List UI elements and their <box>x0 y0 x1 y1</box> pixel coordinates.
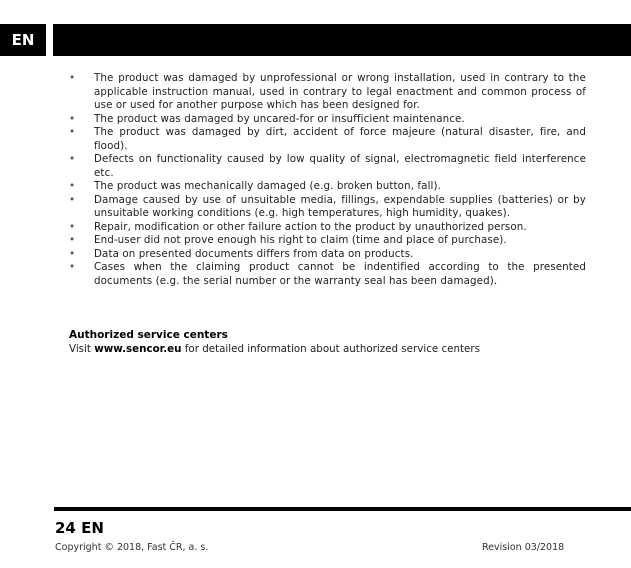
footer-rule <box>54 507 631 511</box>
bullet-icon: • <box>69 247 76 260</box>
bullet-icon: • <box>69 112 76 125</box>
list-item: • The product was damaged by uncared-for or insufficient maintenance. <box>69 112 465 125</box>
bullet-icon: • <box>69 72 76 84</box>
language-tag: EN <box>11 31 35 49</box>
bullet-icon: • <box>69 261 76 273</box>
list-item: • Cases when the claiming product cannot be indentified according to the presented documents (e.g. the serial number or the warranty seal has been damaged). <box>69 261 586 287</box>
list-item: • The product was damaged by dirt, accident of force majeure (natural disaster, fire, and flood). <box>69 126 586 152</box>
copyright-text: Copyright © 2018, Fast ČR, a. s. <box>55 542 209 553</box>
service-centers-heading: Authorized service centers <box>69 329 228 341</box>
bullet-icon: • <box>69 234 76 246</box>
service-centers-text <box>69 343 480 355</box>
bullet-icon: • <box>69 153 76 165</box>
bullet-icon: • <box>69 180 76 192</box>
visit-label: Visit <box>69 343 91 355</box>
list-item: • Data on presented documents differs from data on products. <box>69 247 414 260</box>
page-number: 24 EN <box>55 519 104 537</box>
service-url-link[interactable]: www.sencor.eu <box>94 343 182 355</box>
exclusions-list <box>69 72 586 288</box>
list-item: • The product was mechanically damaged (e.g. broken button, fall). <box>69 180 441 192</box>
bullet-icon: • <box>69 193 76 206</box>
list-item: • Repair, modification or other failure action to the product by unauthorized person. <box>69 220 527 233</box>
list-item: • Damage caused by use of unsuitable media, fillings, expendable supplies (batteries) or by unsuitable working conditions (e.g. high temperatures, high humidity, quakes). <box>69 193 586 219</box>
list-item: • Defects on functionality caused by low quality of signal, electromagnetic field interference etc. <box>69 153 586 179</box>
bullet-icon: • <box>69 126 76 138</box>
bullet-icon: • <box>69 220 76 233</box>
list-item: • The product was damaged by unprofessional or wrong installation, used in contrary to the applicable instruction manual, used in contrary to legal enactment and common process of use or used for another purpose which has been designed for. <box>69 72 586 111</box>
header-divider <box>46 24 53 56</box>
service-description: for detailed information about authorized service centers <box>184 343 480 355</box>
list-item: • End-user did not prove enough his right to claim (time and place of purchase). <box>69 234 507 246</box>
header-bar <box>0 24 631 56</box>
revision-text: Revision 03/2018 <box>482 542 565 553</box>
